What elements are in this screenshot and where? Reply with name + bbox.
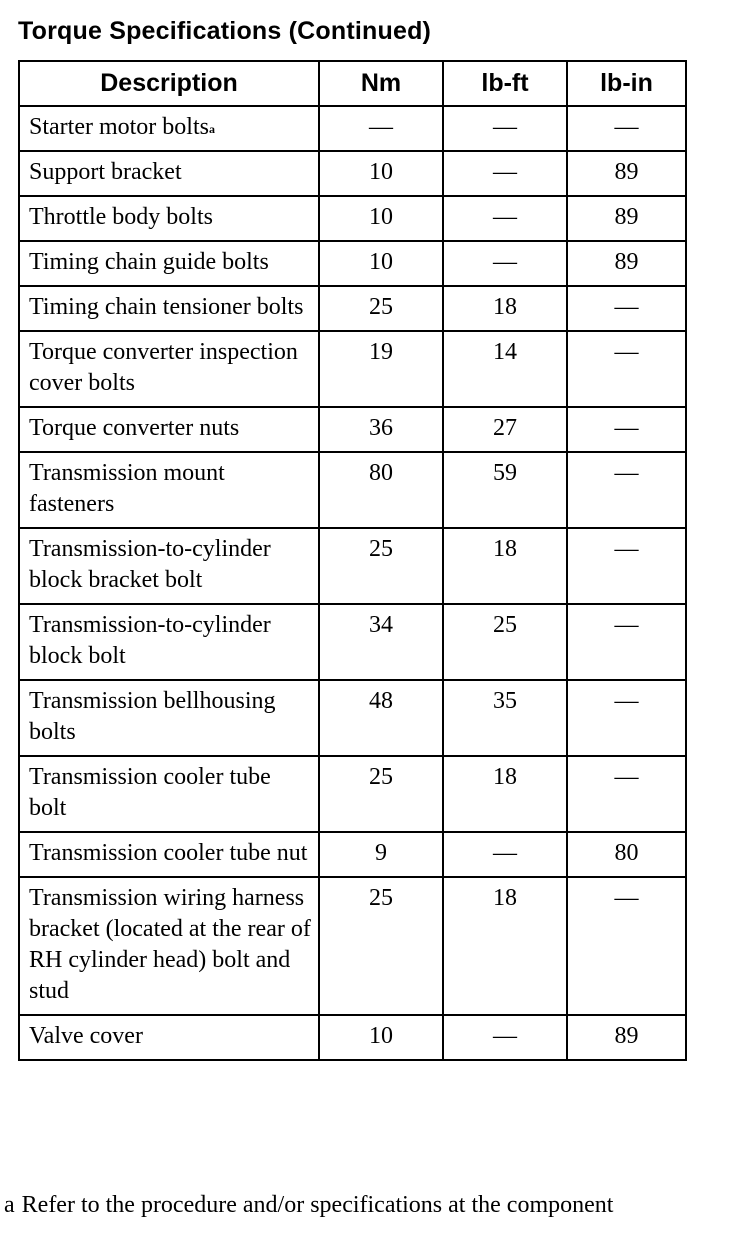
lbin-cell: — [567, 680, 686, 756]
description-cell: Throttle body bolts [19, 196, 319, 241]
table-row [19, 877, 686, 1015]
lbft-cell: 59 [443, 452, 567, 528]
lbin-cell: 80 [567, 832, 686, 877]
lbin-cell: — [567, 407, 686, 452]
nm-cell: 19 [319, 331, 443, 407]
table-row [19, 680, 686, 756]
lbft-cell: — [443, 241, 567, 286]
description-cell: Transmission mount fasteners [19, 452, 319, 528]
lbft-cell: — [443, 151, 567, 196]
table-row [19, 1015, 686, 1060]
lbin-cell: 89 [567, 1015, 686, 1060]
table-row [19, 331, 686, 407]
table-row [19, 196, 686, 241]
nm-cell: 10 [319, 196, 443, 241]
description-cell: Transmission-to-cylinder block bolt [19, 604, 319, 680]
footnote-text: Refer to the procedure and/or specifications at the component [21, 1192, 614, 1218]
lbft-cell: 27 [443, 407, 567, 452]
nm-cell: 48 [319, 680, 443, 756]
table-row [19, 106, 686, 151]
footnote-marker: a [208, 122, 215, 136]
description-cell: Transmission-to-cylinder block bracket bolt [19, 528, 319, 604]
nm-cell: 80 [319, 452, 443, 528]
nm-cell: 25 [319, 286, 443, 331]
description-text: Starter motor bolts [29, 114, 209, 140]
lbin-cell: 89 [567, 151, 686, 196]
table-row [19, 151, 686, 196]
table-row [19, 832, 686, 877]
footnote [4, 1190, 613, 1221]
table-header-row [19, 61, 686, 106]
header-lbin: lb-in [567, 61, 686, 106]
description-cell: Support bracket [19, 151, 319, 196]
lbin-cell: — [567, 452, 686, 528]
lbft-cell: — [443, 1015, 567, 1060]
table-row [19, 407, 686, 452]
lbft-cell: — [443, 106, 567, 151]
table-row [19, 528, 686, 604]
nm-cell: 25 [319, 756, 443, 832]
lbft-cell: 18 [443, 528, 567, 604]
lbft-cell: — [443, 832, 567, 877]
nm-cell: 36 [319, 407, 443, 452]
lbft-cell: 18 [443, 877, 567, 1015]
table-row [19, 756, 686, 832]
description-cell: Transmission bellhousing bolts [19, 680, 319, 756]
description-cell: Torque converter nuts [19, 407, 319, 452]
nm-cell: 25 [319, 877, 443, 1015]
description-cell: Torque converter inspection cover bolts [19, 331, 319, 407]
page-title: Torque Specifications (Continued) [18, 17, 432, 45]
lbin-cell: — [567, 756, 686, 832]
table-row [19, 452, 686, 528]
lbft-cell: 25 [443, 604, 567, 680]
description-cell: Timing chain guide bolts [19, 241, 319, 286]
table-row [19, 286, 686, 331]
nm-cell: 25 [319, 528, 443, 604]
header-lbft: lb-ft [443, 61, 567, 106]
nm-cell: 34 [319, 604, 443, 680]
lbin-cell: — [567, 604, 686, 680]
description-cell [19, 106, 319, 151]
nm-cell: 10 [319, 151, 443, 196]
lbft-cell: 18 [443, 756, 567, 832]
lbin-cell: — [567, 106, 686, 151]
nm-cell: 10 [319, 241, 443, 286]
footnote-letter: a [4, 1192, 15, 1218]
lbft-cell: 14 [443, 331, 567, 407]
lbin-cell: 89 [567, 241, 686, 286]
lbin-cell: — [567, 528, 686, 604]
lbin-cell: 89 [567, 196, 686, 241]
lbft-cell: — [443, 196, 567, 241]
description-cell: Transmission cooler tube bolt [19, 756, 319, 832]
description-cell: Transmission cooler tube nut [19, 832, 319, 877]
lbft-cell: 18 [443, 286, 567, 331]
lbin-cell: — [567, 286, 686, 331]
lbft-cell: 35 [443, 680, 567, 756]
table-row [19, 604, 686, 680]
description-cell: Timing chain tensioner bolts [19, 286, 319, 331]
torque-spec-table [18, 60, 687, 1061]
lbin-cell: — [567, 331, 686, 407]
header-nm: Nm [319, 61, 443, 106]
nm-cell: — [319, 106, 443, 151]
table-row [19, 241, 686, 286]
nm-cell: 10 [319, 1015, 443, 1060]
nm-cell: 9 [319, 832, 443, 877]
description-cell: Valve cover [19, 1015, 319, 1060]
description-cell: Transmission wiring harness bracket (located at the rear of RH cylinder head) bolt and stud [19, 877, 319, 1015]
header-description: Description [19, 61, 319, 106]
lbin-cell: — [567, 877, 686, 1015]
